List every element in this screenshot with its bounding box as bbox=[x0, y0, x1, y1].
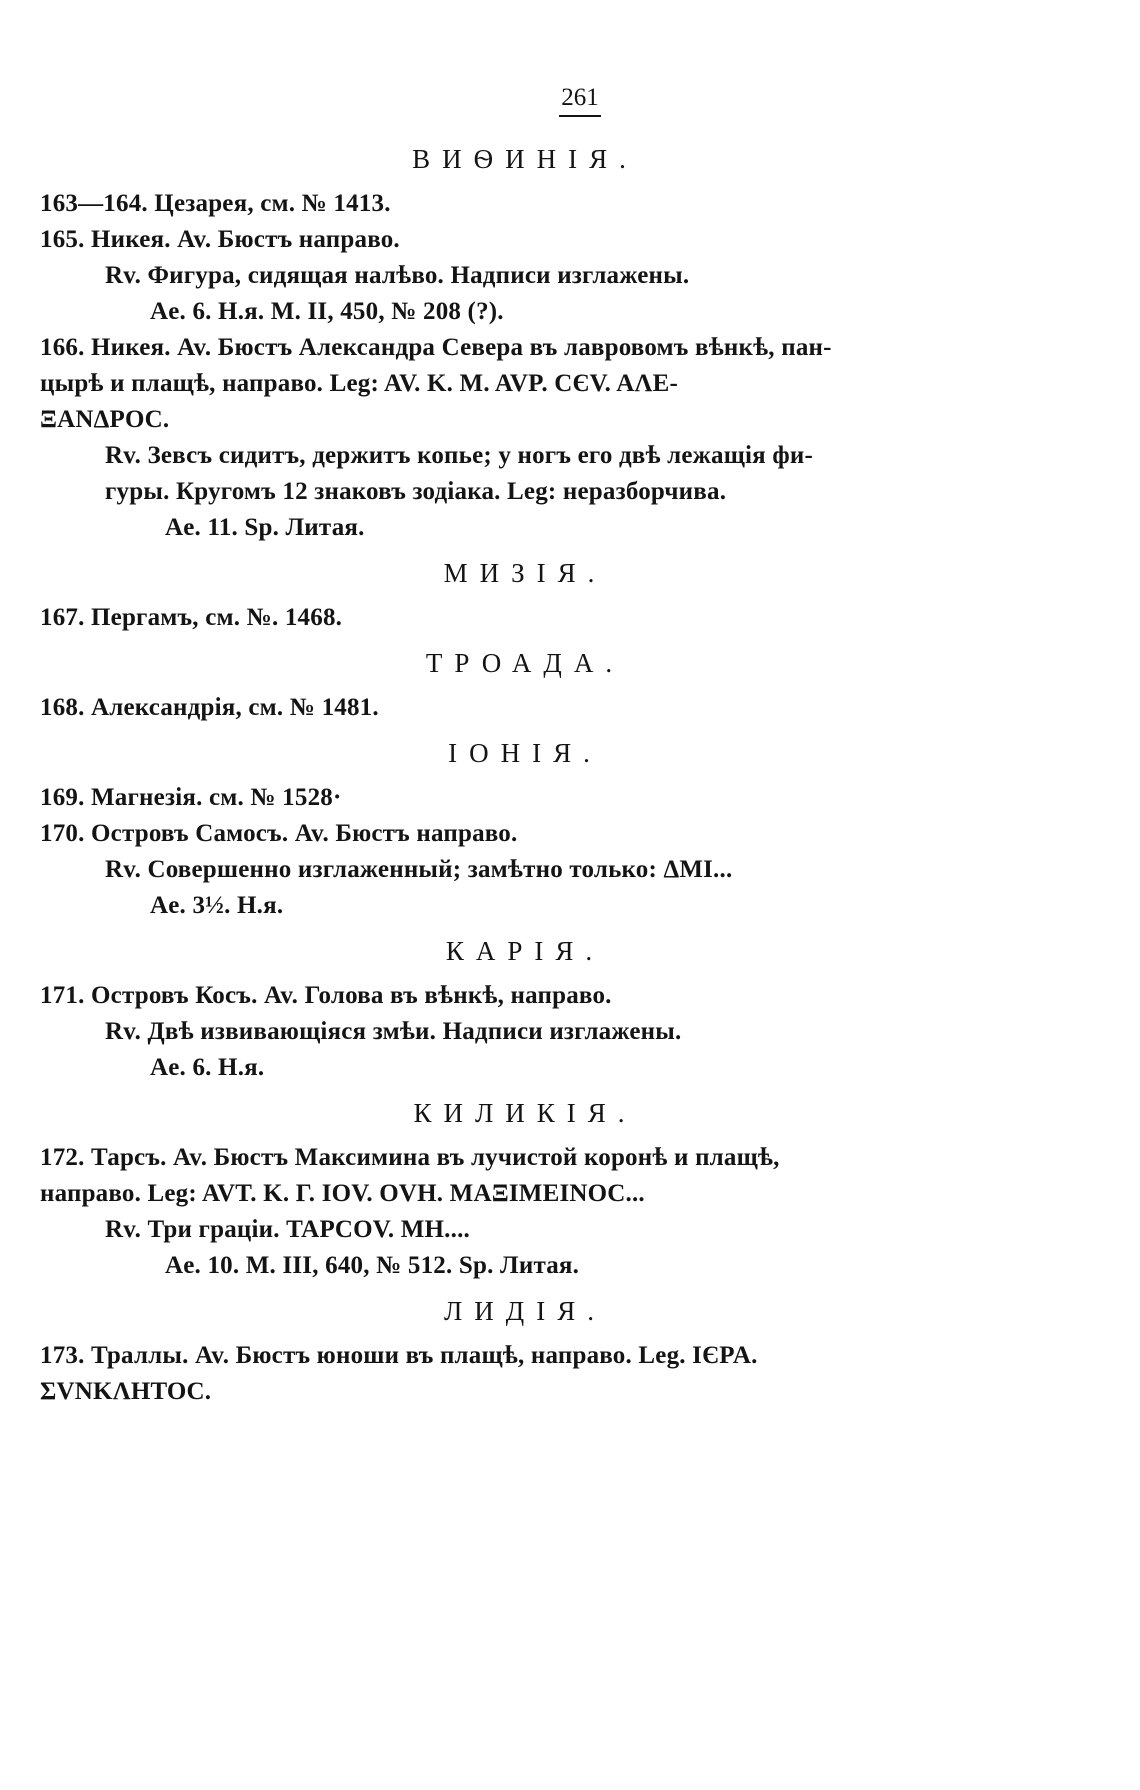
section-heading: КИЛИКІЯ. bbox=[413, 1098, 637, 1128]
entry-line: 173. Траллы. Av. Бюстъ юноши въ плащѣ, направо. Leg. IЄPA. bbox=[40, 1342, 758, 1369]
entry-line: Rv. Фигура, сидящая налѣво. Надписи изглажены. bbox=[105, 262, 690, 289]
page-number: 261 bbox=[0, 82, 1140, 117]
entry-line: гуры. Кругомъ 12 знаковъ зодіака. Leg: неразборчива. bbox=[105, 478, 727, 505]
section-heading: ТРОАДА. bbox=[425, 648, 625, 678]
entry-line: Rv. Совершенно изглаженный; замѣтно только: ΔMI... bbox=[105, 856, 733, 883]
entry-line: направо. Leg: AVT. K. Γ. IOV. OVH. MAΞIMEINOC... bbox=[40, 1180, 645, 1207]
entry-line: 165. Никея. Av. Бюстъ направо. bbox=[40, 226, 400, 253]
entry-line: Ae. 6. Н.я. bbox=[150, 1054, 265, 1081]
entry-line: Rv. Двѣ извивающіяся змѣи. Надписи изглажены. bbox=[105, 1018, 682, 1045]
entry-line: Rv. Зевсъ сидитъ, держитъ копье; у ногъ его двѣ лежащія фи- bbox=[105, 442, 813, 469]
entry-line: 167. Пергамъ, см. №. 1468. bbox=[40, 604, 343, 631]
entry-line: Ae. 6. Н.я. M. II, 450, № 208 (?). bbox=[150, 298, 504, 325]
section-heading: ВИѲИНІЯ. bbox=[412, 144, 638, 174]
section-heading: МИЗІЯ. bbox=[443, 558, 607, 588]
entry-line: Rv. Три граціи. TAPCOV. MH.... bbox=[105, 1216, 470, 1243]
entry-line: 172. Тарсъ. Av. Бюстъ Максимина въ лучистой коронѣ и плащѣ, bbox=[40, 1144, 780, 1171]
entry-line: 166. Никея. Av. Бюстъ Александра Севера въ лавровомъ вѣнкѣ, пан- bbox=[40, 334, 832, 361]
entry-line: Ae. 3½. Н.я. bbox=[150, 892, 284, 919]
entry-line: 171. Островъ Косъ. Av. Голова въ вѣнкѣ, направо. bbox=[40, 982, 612, 1009]
catalogue-content bbox=[40, 138, 1000, 1410]
entry-line: 169. Магнезія. см. № 1528· bbox=[40, 784, 342, 811]
entry-line: ΞANΔPOC. bbox=[40, 406, 170, 433]
entry-line: Ae. 11. Sp. Литая. bbox=[165, 514, 365, 541]
entry-line: цырѣ и плащѣ, направо. Leg: AV. K. M. AVP. CЄV. AΛE- bbox=[40, 370, 678, 397]
section-heading: ІОНІЯ. bbox=[448, 738, 602, 768]
section-heading: ЛИДІЯ. bbox=[444, 1296, 606, 1326]
entry-line: 163—164. Цезарея, см. № 1413. bbox=[40, 190, 391, 217]
entry-line: ΣVNKΛHTOC. bbox=[40, 1378, 212, 1405]
entry-line: Ae. 10. M. III, 640, № 512. Sp. Литая. bbox=[165, 1252, 580, 1279]
section-heading: КАРІЯ. bbox=[445, 936, 605, 966]
entry-line: 168. Александрія, см. № 1481. bbox=[40, 694, 379, 721]
entry-line: 170. Островъ Самосъ. Av. Бюстъ направо. bbox=[40, 820, 518, 847]
